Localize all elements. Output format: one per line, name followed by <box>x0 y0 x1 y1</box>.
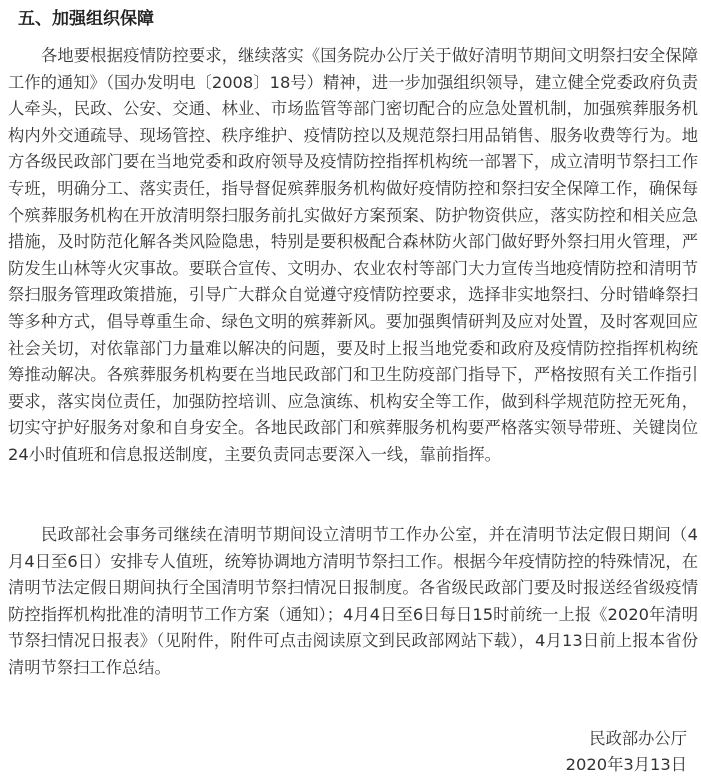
section-heading: 五、加强组织保障 <box>18 9 154 29</box>
body-paragraph: 各地要根据疫情防控要求，继续落实《国务院办公厅关于做好清明节期间文明祭扫安全保障工作的通知》（国办发明电〔2008〕18号）精神，进一步加强组织领导，建立健全党委政府负责人牵头，民政、公安、交通、林业、市场监管等部门密切配合的应急处置机制，加强殡葬服务机构内外交通疏导、现场管控、秩序维护、疫情防控以及规范祭扫用品销售、服务收费等行为。地方各级民政部门要在当地党委和政府领导及疫情防控指挥机构统一部署下，成立清明节祭扫工作专班，明确分工、落实责任，指导督促殡葬服务机构做好疫情防控和祭扫安全保障工作，确保每个殡葬服务机构在开放清明祭扫服务前扎实做好方案预案、防护物资供应，落实防控和相关应急措施，及时防范化解各类风险隐患，特别是要积极配合森林防火部门做好野外祭扫用火管理，严防发生山林等火灾事故。要联合宣传、文明办、农业农村等部门大力宣传当地疫情防控和清明节祭扫服务管理政策措施，引导广大群众自觉遵守疫情防控要求，选择非实地祭扫、分时错峰祭扫等多种方式，倡导尊重生命、绿色文明的殡葬新风。要加强舆情研判及应对处置，及时客观回应社会关切，对依靠部门力量难以解决的问题，要及时上报当地党委和政府及疫情防控指挥机构统筹推动解决。各殡葬服务机构要在当地民政部门和卫生防疫部门指导下，严格按照有关工作指引要求，落实岗位责任，加强防控培训、应急演练、机构安全等工作，做到科学规范防控无死角，切实守护好服务对象和自身安全。各地民政部门和殡葬服务机构要严格落实领导带班、关键岗位24小时值班和信息报送制度，主要负责同志要深入一线，靠前指挥。 <box>8 46 698 464</box>
signature-organization: 民政部办公厅 <box>589 729 687 748</box>
signature-date: 2020年3月13日 <box>565 755 687 774</box>
body-paragraph: 民政部社会事务司继续在清明节期间设立清明节工作办公室，并在清明节法定假日期间（4月4日至6日）安排专人值班，统筹协调地方清明节祭扫工作。根据今年疫情防控的特殊情况，在清明节法定假日期间执行全国清明节祭扫情况日报制度。各省级民政部门要及时报送经省级疫情防控指挥机构批准的清明节工作方案（通知）；4月4日至6日每日15时前统一上报《2020年清明节祭扫情况日报表》（见附件，附件可点击阅读原文到民政部网站下载），4月13日前上报本省份清明节祭扫工作总结。 <box>8 525 698 677</box>
